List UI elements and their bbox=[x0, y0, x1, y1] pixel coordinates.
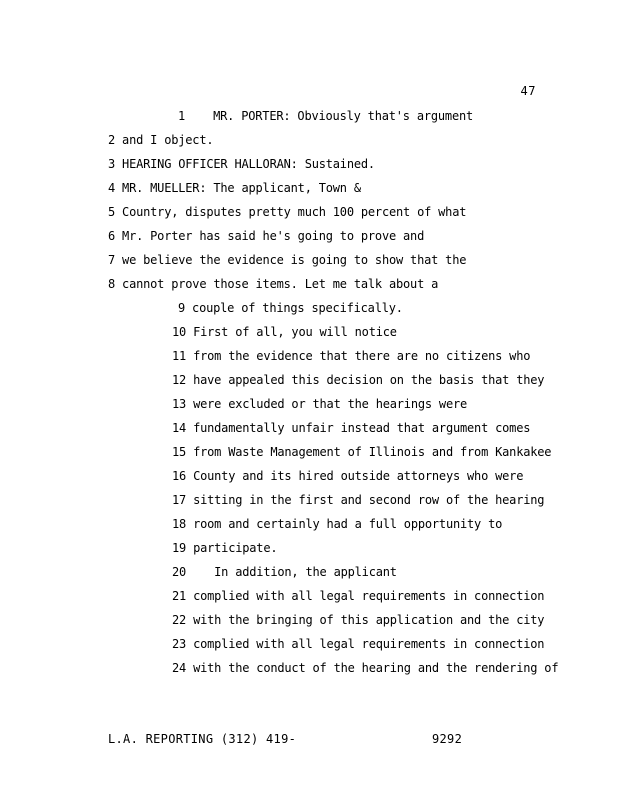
reporter-footer: L.A. REPORTING (312) 419- bbox=[108, 732, 297, 746]
transcript-line: 11 from the evidence that there are no citizens who bbox=[172, 349, 531, 363]
transcript-line: 14 fundamentally unfair instead that argument comes bbox=[172, 421, 531, 435]
transcript-line: 12 have appealed this decision on the basis that they bbox=[172, 373, 545, 387]
transcript-line: 21 complied with all legal requirements in connection bbox=[172, 589, 545, 603]
transcript-line: 19 participate. bbox=[172, 541, 278, 555]
transcript-line: 16 County and its hired outside attorneys who were bbox=[172, 469, 524, 483]
transcript-line: 1 MR. PORTER: Obviously that's argument bbox=[178, 109, 474, 123]
transcript-line: 22 with the bringing of this application and the city bbox=[172, 613, 545, 627]
transcript-line: 9 couple of things specifically. bbox=[178, 301, 403, 315]
transcript-line: 10 First of all, you will notice bbox=[172, 325, 397, 339]
transcript-line: 7 we believe the evidence is going to show that the bbox=[108, 253, 467, 267]
transcript-line: 18 room and certainly had a full opportunity to bbox=[172, 517, 503, 531]
transcript-line: 17 sitting in the first and second row of the hearing bbox=[172, 493, 545, 507]
transcript-line: 3 HEARING OFFICER HALLORAN: Sustained. bbox=[108, 157, 375, 171]
transcript-line: 13 were excluded or that the hearings were bbox=[172, 397, 468, 411]
page-number: 47 bbox=[520, 84, 536, 98]
transcript-line: 4 MR. MUELLER: The applicant, Town & bbox=[108, 181, 361, 195]
transcript-line: 15 from Waste Management of Illinois and from Kankakee bbox=[172, 445, 552, 459]
reporter-phone-suffix: 9292 bbox=[432, 732, 463, 746]
transcript-line: 20 In addition, the applicant bbox=[172, 565, 397, 579]
transcript-line: 6 Mr. Porter has said he's going to prove and bbox=[108, 229, 425, 243]
transcript-line: 8 cannot prove those items. Let me talk about a bbox=[108, 277, 439, 291]
transcript-line: 23 complied with all legal requirements in connection bbox=[172, 637, 545, 651]
transcript-line: 24 with the conduct of the hearing and the rendering of bbox=[172, 661, 559, 675]
transcript-line: 2 and I object. bbox=[108, 133, 214, 147]
transcript-line: 5 Country, disputes pretty much 100 percent of what bbox=[108, 205, 467, 219]
